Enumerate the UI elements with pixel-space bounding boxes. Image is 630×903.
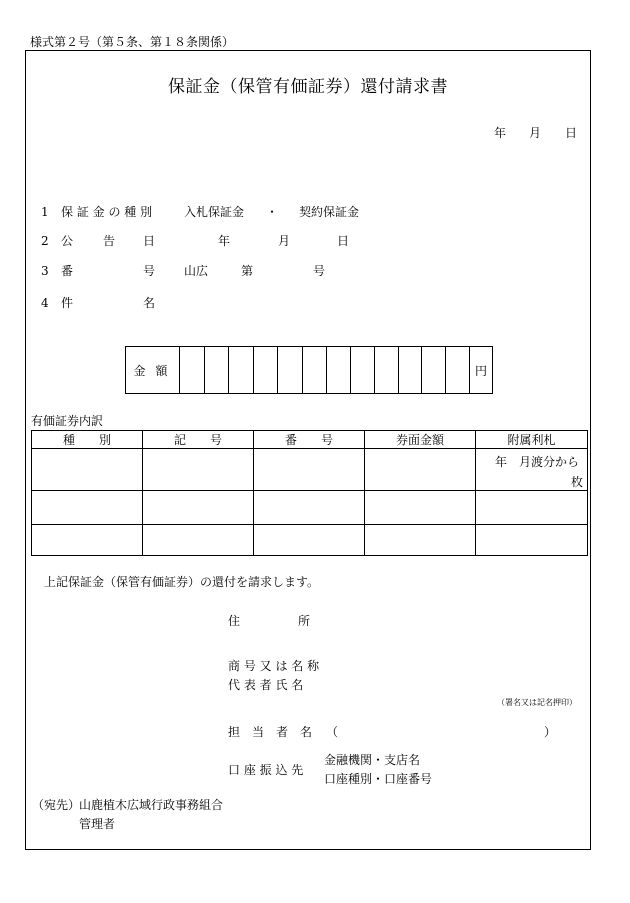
securities-caption: 有価証券内訳 xyxy=(31,414,104,428)
item4-number: 4 xyxy=(41,296,49,310)
securities-cell[interactable] xyxy=(365,449,476,491)
amount-digit-cell[interactable] xyxy=(399,347,422,393)
amount-label: 金額 xyxy=(126,347,180,393)
item1-number: 1 xyxy=(41,205,49,219)
addressee-organization: 山鹿植木広域行政事務組合 xyxy=(79,798,224,812)
securities-header-type: 種 別 xyxy=(32,431,143,449)
addressee-role: 管理者 xyxy=(79,817,116,831)
securities-cell[interactable] xyxy=(476,525,588,556)
item1-option-contract: 契約保証金 xyxy=(299,205,360,219)
item4-label-char2: 名 xyxy=(143,296,156,310)
item2-label-char3: 日 xyxy=(143,234,156,248)
contact-paren-close: ） xyxy=(544,725,557,739)
amount-digit-cell[interactable] xyxy=(327,347,351,393)
item1-option-bid: 入札保証金 xyxy=(184,205,245,219)
bank-transfer-label: 口 座 振 込 先 xyxy=(228,763,304,777)
addressee-prefix: （宛先） xyxy=(32,798,81,812)
address-label-char1: 住 xyxy=(228,614,241,628)
representative-label: 代 表 者 氏 名 xyxy=(228,678,304,692)
amount-digit-cell[interactable] xyxy=(422,347,446,393)
securities-cell[interactable] xyxy=(143,491,254,525)
amount-digit-cell[interactable] xyxy=(229,347,254,393)
securities-cell[interactable] xyxy=(143,525,254,556)
amount-digit-cell[interactable] xyxy=(351,347,375,393)
securities-cell[interactable] xyxy=(254,525,365,556)
coupon-count-label: 枚 xyxy=(570,475,583,489)
securities-header-coupon: 附属利札 xyxy=(476,431,588,449)
securities-cell[interactable] xyxy=(254,449,365,491)
item3-dai: 第 xyxy=(241,264,254,278)
securities-table xyxy=(31,430,588,556)
item4-label-char1: 件 xyxy=(61,296,74,310)
amount-unit: 円 xyxy=(474,363,487,378)
amount-box xyxy=(125,346,493,394)
securities-cell[interactable] xyxy=(32,491,143,525)
contact-person-label: 担 当 者 名 xyxy=(228,725,313,739)
date-day: 日 xyxy=(565,126,578,140)
securities-cell[interactable] xyxy=(32,449,143,491)
table-row xyxy=(32,491,588,525)
table-row xyxy=(32,449,588,491)
address-label-char2: 所 xyxy=(298,614,311,628)
contact-paren-open: （ xyxy=(326,725,339,739)
securities-coupon-cell[interactable] xyxy=(476,449,588,491)
amount-digit-cell[interactable] xyxy=(180,347,205,393)
securities-cell[interactable] xyxy=(365,491,476,525)
securities-cell[interactable] xyxy=(476,491,588,525)
amount-digit-cell[interactable] xyxy=(303,347,327,393)
date-year: 年 xyxy=(494,126,507,140)
amount-digit-cell[interactable] xyxy=(446,347,470,393)
coupon-from-label: 年 月渡分から xyxy=(494,455,579,469)
securities-cell[interactable] xyxy=(32,525,143,556)
item2-number: 2 xyxy=(41,234,49,248)
item2-year: 年 xyxy=(218,234,231,248)
securities-cell[interactable] xyxy=(254,491,365,525)
company-name-label: 商 号 又 は 名 称 xyxy=(228,659,320,673)
form-number: 様式第２号（第５条、第１８条関係） xyxy=(30,35,235,49)
item1-separator: ・ xyxy=(266,205,279,219)
amount-digit-cell[interactable] xyxy=(375,347,399,393)
item2-label-char2: 告 xyxy=(103,234,116,248)
item2-month: 月 xyxy=(278,234,291,248)
item3-label-char1: 番 xyxy=(61,264,74,278)
securities-cell[interactable] xyxy=(365,525,476,556)
amount-digit-cell[interactable] xyxy=(278,347,303,393)
securities-header-symbol: 記 号 xyxy=(143,431,254,449)
bank-branch-label: 金融機関・支店名 xyxy=(324,753,421,767)
seal-note: （署名又は記名押印） xyxy=(497,698,577,707)
securities-cell[interactable] xyxy=(143,449,254,491)
item2-day: 日 xyxy=(337,234,350,248)
item1-label: 保 証 金 の 種 別 xyxy=(61,205,153,219)
item2-label-char1: 公 xyxy=(61,234,74,248)
item3-number: 3 xyxy=(41,264,49,278)
item3-prefix: 山広 xyxy=(184,264,209,278)
item3-label-char2: 号 xyxy=(143,264,156,278)
account-type-number-label: 口座種別・口座番号 xyxy=(324,772,433,786)
amount-digit-cell[interactable] xyxy=(254,347,278,393)
page-title: 保証金（保管有価証券）還付請求書 xyxy=(168,77,448,97)
securities-header-number: 番 号 xyxy=(254,431,365,449)
item3-go: 号 xyxy=(313,264,326,278)
request-statement: 上記保証金（保管有価証券）の還付を請求します。 xyxy=(44,575,320,589)
date-month: 月 xyxy=(529,126,542,140)
amount-digit-cell[interactable] xyxy=(205,347,229,393)
table-row xyxy=(32,525,588,556)
securities-header-face-value: 券面金額 xyxy=(365,431,476,449)
